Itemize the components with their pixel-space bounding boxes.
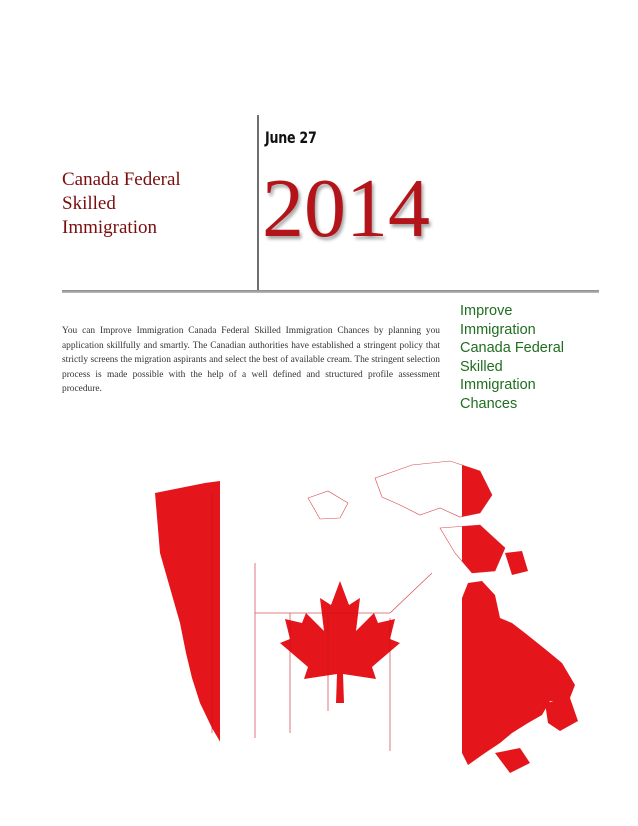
horizontal-divider [62,290,599,293]
sidebar-line: Canada Federal [460,340,564,357]
publish-year: 2014 [262,162,430,255]
sidebar-line: Immigration [460,321,536,338]
sidebar-line: Immigration [460,377,536,394]
canada-flag-map-icon [150,453,580,796]
title-line: Canada Federal [62,169,181,190]
document-title [62,168,252,240]
title-line: Skilled [62,193,116,214]
abstract-text: You can Improve Immigration Canada Federal Skilled Immigration Chances by planning you application skillfully and smartly. The Canadian authorities have established a stringent policy that strictly screens the migration aspirants and select the best of available cream. The stringent selection process is made possible with the help of a well defined and structured profile assessment procedure. [62,326,440,395]
sidebar-line: Improve [460,303,513,319]
sidebar-line: Chances [460,395,518,412]
publish-date: June 27 [265,128,317,147]
title-line: Immigration [62,217,157,238]
vertical-divider [257,115,259,293]
sidebar-line: Skilled [460,358,503,375]
sidebar-callout [460,302,600,414]
